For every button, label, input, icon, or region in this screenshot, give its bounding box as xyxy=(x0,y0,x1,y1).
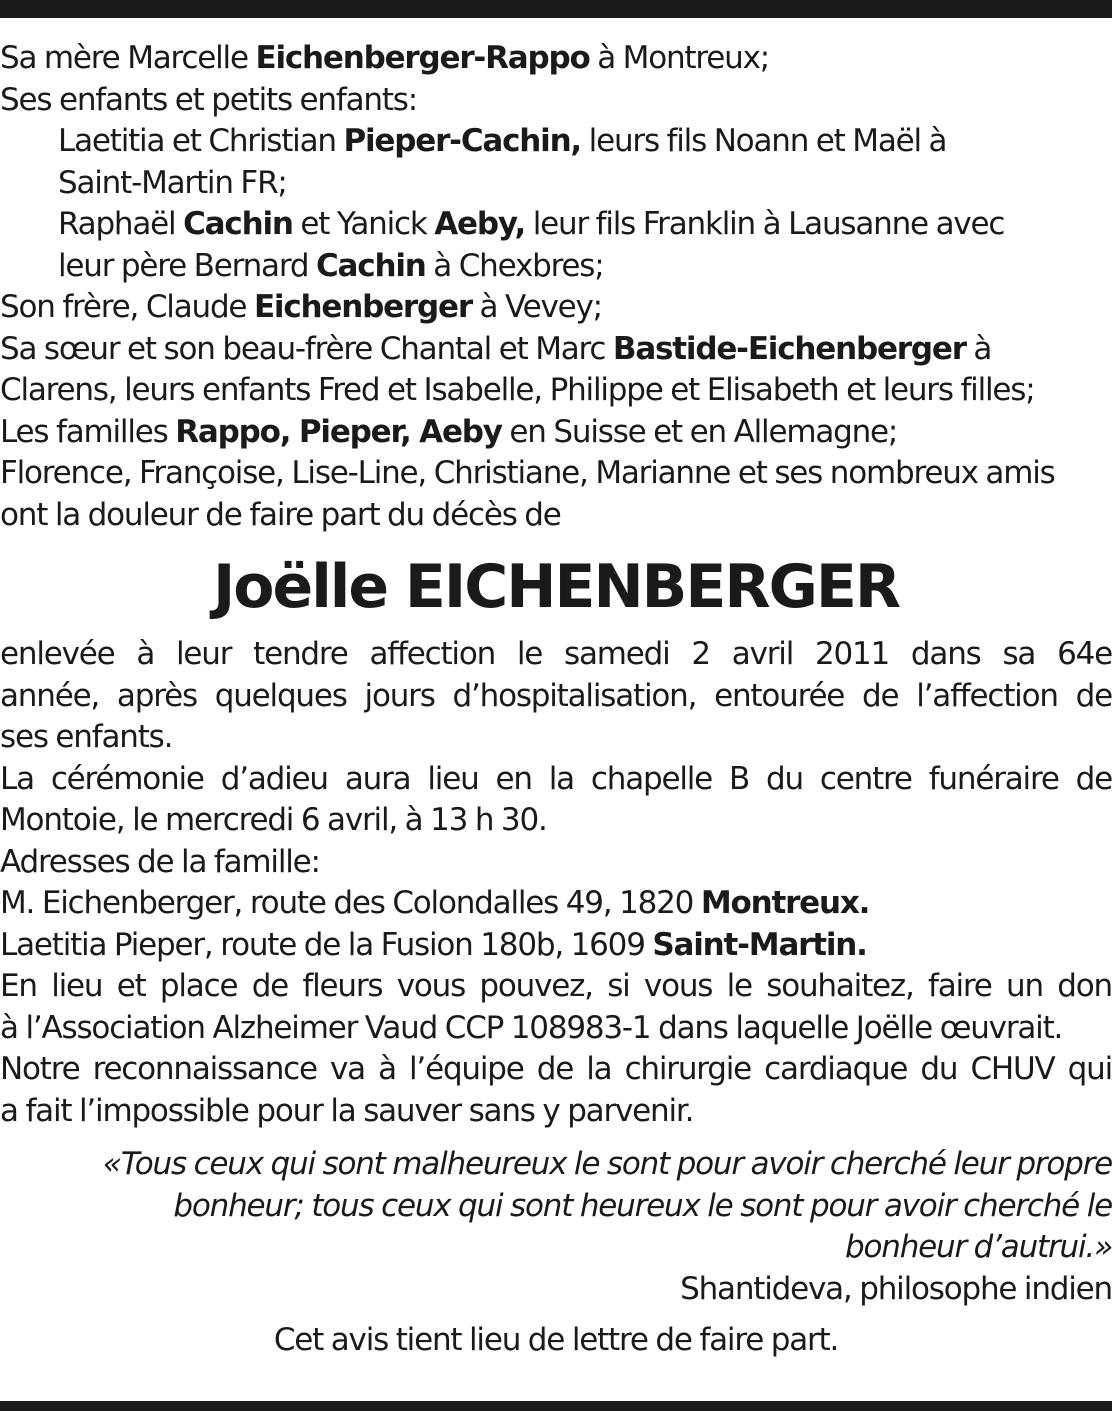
city: Montreux. xyxy=(700,885,870,921)
families-line: Les familles Rappo, Pieper, Aeby en Suisse et en Allemagne; xyxy=(0,413,898,450)
sister-line: Sa sœur et son beau-frère Chantal et Marc Bastide-Eichenberger à xyxy=(0,330,992,367)
child-line: Laetitia et Christian Pieper-Cachin, leurs fils Noann et Maël à xyxy=(58,123,947,159)
child-line-continued: Saint-Martin FR; xyxy=(58,164,287,201)
thanks-text: Notre reconnaissance va à l’équipe de la chirurgie cardiaque du CHUV qui xyxy=(0,1051,1112,1087)
surname: Cachin xyxy=(183,206,293,242)
mother-line: Sa mère Marcelle Eichenberger-Rappo à Montreux; xyxy=(0,40,769,76)
quote-line: bonheur d’autrui.» xyxy=(845,1229,1112,1265)
quote-author: Shantideva, philosophe indien xyxy=(680,1270,1112,1307)
address-line: Laetitia Pieper, route de la Fusion 180b, 1609 Saint-Martin. xyxy=(0,926,867,963)
footer-note: Cet avis tient lieu de lettre de faire part. xyxy=(273,1322,839,1358)
child-line: Raphaël Cachin et Yanick Aeby, leur fils Franklin à Lausanne avec xyxy=(58,206,1005,242)
quote-line: «Tous ceux qui sont malheureux le sont pour avoir cherché leur propre xyxy=(102,1146,1112,1182)
surname: Pieper-Cachin, xyxy=(343,123,582,159)
surname: Eichenberger-Rappo xyxy=(255,40,590,76)
surname: Bastide-Eichenberger xyxy=(612,330,966,367)
city: Saint-Martin. xyxy=(652,926,867,963)
surname: Cachin xyxy=(316,247,426,284)
obituary-notice xyxy=(0,38,1112,1362)
children-heading: Ses enfants et petits enfants: xyxy=(0,81,417,118)
death-text: enlevée à leur tendre affection le samedi 2 avril 2011 dans sa 64e xyxy=(0,636,1112,672)
thanks-text: a fait l’impossible pour la sauver sans y parvenir. xyxy=(0,1092,694,1129)
surname: Eichenberger xyxy=(253,289,472,325)
sister-line-continued: Clarens, leurs enfants Fred et Isabelle, Philippe et Elisabeth et leurs filles; xyxy=(0,372,1035,408)
quote-line: bonheur; tous ceux qui sont heureux le sont pour avoir cherché le xyxy=(173,1187,1112,1224)
address-line: M. Eichenberger, route des Colondalles 49, 1820 Montreux. xyxy=(0,885,870,921)
addresses-heading: Adresses de la famille: xyxy=(0,843,320,880)
donation-text: à l’Association Alzheimer Vaud CCP 108983-1 dans laquelle Joëlle œuvrait. xyxy=(0,1009,1063,1046)
friends-line: Florence, Françoise, Lise-Line, Christiane, Marianne et ses nombreux amis xyxy=(0,455,1055,491)
ceremony-text: La cérémonie d’adieu aura lieu en la chapelle B du centre funéraire de xyxy=(0,760,1112,797)
announcement-line: ont la douleur de faire part du décès de xyxy=(0,496,561,533)
deceased-name: Joëlle EICHENBERGER xyxy=(212,552,900,622)
child-line-continued: leur père Bernard Cachin à Chexbres; xyxy=(58,247,604,284)
ceremony-text: Montoie, le mercredi 6 avril, à 13 h 30. xyxy=(0,802,547,838)
brother-line: Son frère, Claude Eichenberger à Vevey; xyxy=(0,289,602,325)
bottom-rule xyxy=(0,1401,1112,1411)
donation-text: En lieu et place de fleurs vous pouvez, si vous le souhaitez, faire un don xyxy=(0,968,1112,1004)
surname: Rappo, Pieper, Aeby xyxy=(175,413,502,450)
quote xyxy=(0,1144,1112,1269)
death-text: ses enfants. xyxy=(0,719,173,755)
surname: Aeby, xyxy=(434,206,526,242)
death-text: année, après quelques jours d’hospitalisation, entourée de l’affection de xyxy=(0,677,1112,714)
top-rule xyxy=(0,0,1112,18)
